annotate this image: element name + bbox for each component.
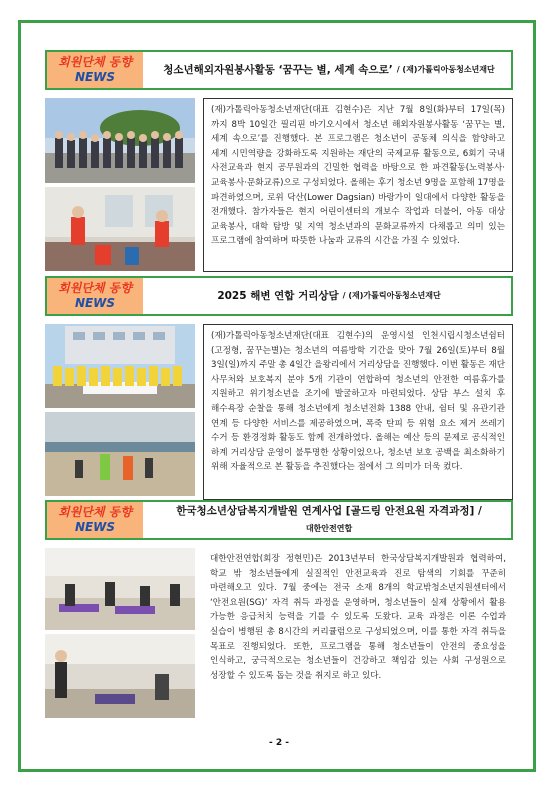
title-text: 청소년해외자원봉사활동 ‘꿈꾸는 별, 세계 속으로’ xyxy=(163,64,393,76)
article-body: (재)가톨릭아동청소년재단(대표 김현수)은 지난 7월 8일(화)부터 17일(목)까지 8박 10일간 필리핀 바기오시에서 청소년 해외자원봉사활동 ‘꿈꾸는 별, 세계 속으로’를 진행했다. 본 프로그램은 청소년이 공동체 의식을 함양하고 세계 시민역량을 강화하도록 지원하는 재단의 국제교류 활동으로, 6회기 국내 사전교육과 현지 공무원과의 긴밀한 협력을 바탕으로 한 파견활동(노력봉사·교육봉사·문화교류)으로 구성되었다. 올해는 후기 청소년 9명을 포함해 17명을 파견하였으며, 로위 닥산(Lower Dagsian) 바랑가이 일대에서 다양한 활동을 전개했다. 참가자들은 현지 어린이센터의 개보수 작업과 더불어, 아동 대상 교육봉사, 대학 탐방 및 지역 청소년과의 문화교류까지 다채롭고 의미 있는 프로그램에 참여하며 따뜻한 나눔과 교류의 시간을 가질 수 있었다. xyxy=(211,105,505,247)
org-name: 대한안전연합 xyxy=(305,524,353,533)
section-title xyxy=(151,502,507,538)
group-photo xyxy=(45,98,195,183)
tag-news: NEWS xyxy=(74,70,116,84)
title-text: 한국청소년상담복지개발원 연계사업 [골드링 안전요원 자격과정] / xyxy=(176,505,482,517)
section-title xyxy=(151,52,507,88)
org-name: / (재)가톨릭아동청소년재단 xyxy=(342,291,441,300)
training-photo xyxy=(45,548,195,630)
activity-photo xyxy=(45,187,195,271)
news-tag xyxy=(47,278,143,314)
section-header xyxy=(45,276,513,316)
title-text: 2025 해변 연합 거리상담 xyxy=(217,290,339,302)
tag-news: NEWS xyxy=(74,296,116,310)
news-section-3 xyxy=(45,500,513,720)
news-tag xyxy=(47,52,143,88)
section-header xyxy=(45,50,513,90)
article-text xyxy=(203,324,513,500)
beach-photo xyxy=(45,412,195,496)
section-title xyxy=(151,278,507,314)
photo-column xyxy=(45,548,195,722)
tag-label: 회원단체 동향 xyxy=(58,281,132,295)
article-body: (재)가톨릭아동청소년재단(대표 김현수)의 운영시설 인천시립시청소년쉼터(고정형, 꿈꾸는별)는 청소년의 여름방학 기간을 맞아 7월 26일(토)부터 8월 3일(일)까지 주말 총 4일간 을왕리에서 거리상담을 진행했다. 이번 활동은 재단 사무처와 보호복지 분야 5개 기관이 연합하여 청소년의 안전한 여름휴가를 지원하고 위기청소년을 조기에 발굴하고자 마련되었다. 상담 부스 설치 후 해수욕장 순찰을 통해 청소년에게 청소년전화 1388 안내, 쉼터 및 유관기관 연계 등 다양한 서비스를 제공하였으며, 폭죽 탄피 등 위험 요소 제거 쓰레기 수거 등 환경정화 활동도 함께 전개하였다. 올해는 예산 등의 문제로 공식적인 하계 거리상담 운영이 불투명한 상황이었으나, 청소년 보호 공백을 최소화하기 위해 자율적으로 본 활동을 추진했다는 점에서 그 의미가 더욱 컸다. xyxy=(211,331,506,473)
group-photo xyxy=(45,324,195,408)
article-text xyxy=(203,548,513,720)
photo-column xyxy=(45,324,195,500)
tag-label: 회원단체 동향 xyxy=(58,55,132,69)
news-section-2 xyxy=(45,276,513,500)
photo-column xyxy=(45,98,195,275)
tag-label: 회원단체 동향 xyxy=(58,505,132,519)
article-text xyxy=(203,98,513,272)
news-section-1 xyxy=(45,50,513,272)
news-tag xyxy=(47,502,143,538)
org-name: / (재)가톨릭아동청소년재단 xyxy=(396,65,495,74)
tag-news: NEWS xyxy=(74,520,116,534)
article-body: 대한안전연합(회장 정현민)은 2013년부터 한국상담복지개발원과 협력하여, 학교 밖 청소년들에게 실질적인 안전교육과 진로 탐색의 기회를 꾸준히 마련해오고 있다. 7월 중에는 전국 소재 8개의 학교밖청소년지원센터에서 ‘안전요원(SG)’ 자격 취득 과정을 운영하며, 청소년들이 실제 상황에서 활용 가능한 응급처치 능력을 기를 수 있도록 도왔다. 교육 과정은 이론 수업과 실습이 병행된 총 8시간의 커리큘럼으로 구성되었으며, 이를 통한 자격 취득을 목표로 진행되었다. 또한, 프로그램을 통해 청소년들이 안전의 중요성을 인식하고, 궁극적으로는 청소년들이 건강하고 책임감 있는 사회 구성원으로 성장할 수 있도록 돕는 것을 취지로 하고 있다. xyxy=(210,554,506,681)
practice-photo xyxy=(45,634,195,718)
section-header xyxy=(45,500,513,540)
page-number: - 2 - xyxy=(269,738,289,748)
